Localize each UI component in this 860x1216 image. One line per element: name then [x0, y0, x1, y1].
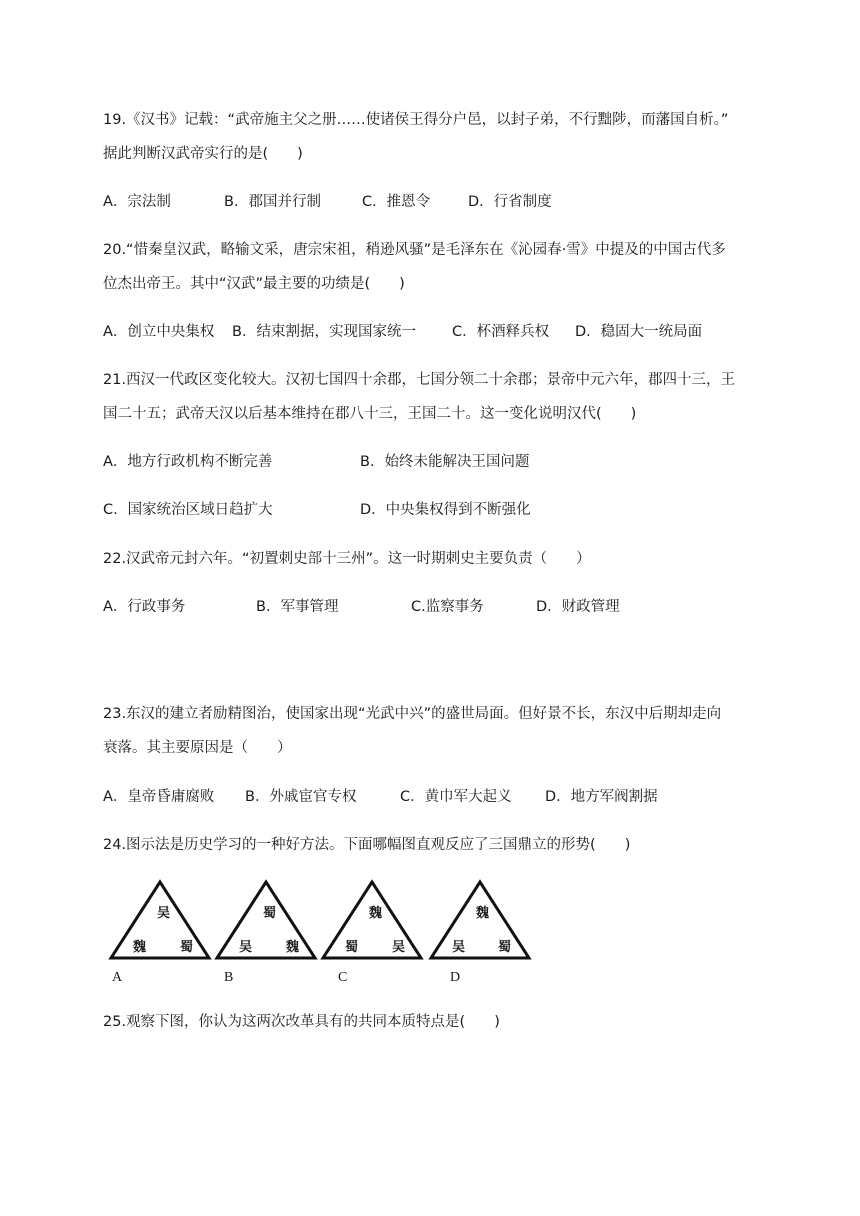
q20-option-b: B．结束割据，实现国家统一 [232, 324, 416, 340]
q22-option-b: B．军事管理 [256, 599, 339, 615]
question-24-line-1: 24.图示法是历史学习的一种好方法。下面哪幅图直观反应了三国鼎立的形势( ) [103, 837, 631, 853]
diagram-d-top: 魏 [476, 906, 490, 921]
question-22-line-1: 22.汉武帝元封六年。“初置刺史部十三州”。这一时期刺史主要负责（ ） [103, 551, 591, 567]
three-kingdoms-diagrams [100, 872, 540, 992]
q22-option-a: A．行政事务 [103, 599, 186, 615]
diagram-a-left: 魏 [133, 940, 147, 955]
diagram-c-top: 魏 [369, 906, 383, 921]
q20-option-c: C．杯酒释兵权 [452, 324, 550, 340]
question-19-line-1: 19.《汉书》记载：“武帝施主父之册……使诸侯王得分户邑，以封子弟，不行黜陟，而藩国自析。” [103, 112, 729, 128]
diagram-c-right: 吴 [392, 940, 406, 955]
diagram-d-left: 吴 [452, 940, 466, 955]
diagram-b-top: 蜀 [263, 906, 277, 921]
q21-option-d: D．中央集权得到不断强化 [360, 502, 531, 518]
question-21-line-2: 国二十五；武帝天汉以后基本维持在郡八十三，王国二十。这一变化说明汉代( ) [103, 406, 637, 422]
q19-option-a: A．宗法制 [103, 194, 171, 210]
diagram-a-top: 吴 [157, 906, 171, 921]
question-20-line-1: 20.“惜秦皇汉武，略输文采，唐宗宋祖，稍逊风骚”是毛泽东在《沁园春·雪》中提及的中国古代多 [103, 242, 726, 258]
question-23-line-1: 23.东汉的建立者励精图治，使国家出现“光武中兴”的盛世局面。但好景不长，东汉中后期却走向 [103, 706, 722, 722]
diagram-a-right: 蜀 [180, 940, 194, 955]
q19-option-d: D．行省制度 [468, 194, 552, 210]
q23-option-c: C．黄巾军大起义 [400, 789, 512, 805]
diagram-a-letter: A [112, 970, 123, 985]
q23-option-b: B．外戚宦官专权 [245, 789, 357, 805]
question-25-line-1: 25.观察下图，你认为这两次改革具有的共同本质特点是( ) [103, 1014, 500, 1030]
q20-option-a: A．创立中央集权 [103, 324, 215, 340]
question-19-line-2: 据此判断汉武帝实行的是( ) [103, 146, 303, 162]
question-20-line-2: 位杰出帝王。其中“汉武”最主要的功绩是( ) [103, 276, 405, 292]
diagram-b-left: 吴 [239, 940, 253, 955]
q22-option-c: C.监察事务 [411, 599, 484, 615]
diagram-b-right: 魏 [286, 940, 300, 955]
diagram-b-letter: B [224, 970, 234, 985]
diagram-c-left: 蜀 [345, 940, 359, 955]
q19-option-c: C．推恩令 [362, 194, 431, 210]
q19-option-b: B．郡国并行制 [224, 194, 321, 210]
diagram-d-letter: D [450, 970, 461, 985]
q21-option-a: A．地方行政机构不断完善 [103, 454, 273, 470]
q21-option-b: B．始终未能解决王国问题 [360, 454, 530, 470]
diagram-d-right: 蜀 [498, 940, 512, 955]
question-23-line-2: 衰落。其主要原因是（ ） [103, 740, 292, 756]
q23-option-d: D．地方军阀割据 [545, 789, 658, 805]
q23-option-a: A．皇帝昏庸腐败 [103, 789, 215, 805]
question-21-line-1: 21.西汉一代政区变化较大。汉初七国四十余郡，七国分领二十余郡；景帝中元六年，郡四十三，王 [103, 372, 736, 388]
q21-option-c: C．国家统治区域日趋扩大 [103, 502, 273, 518]
q22-option-d: D．财政管理 [536, 599, 620, 615]
diagram-c-letter: C [338, 970, 348, 985]
q20-option-d: D．稳固大一统局面 [575, 324, 703, 340]
